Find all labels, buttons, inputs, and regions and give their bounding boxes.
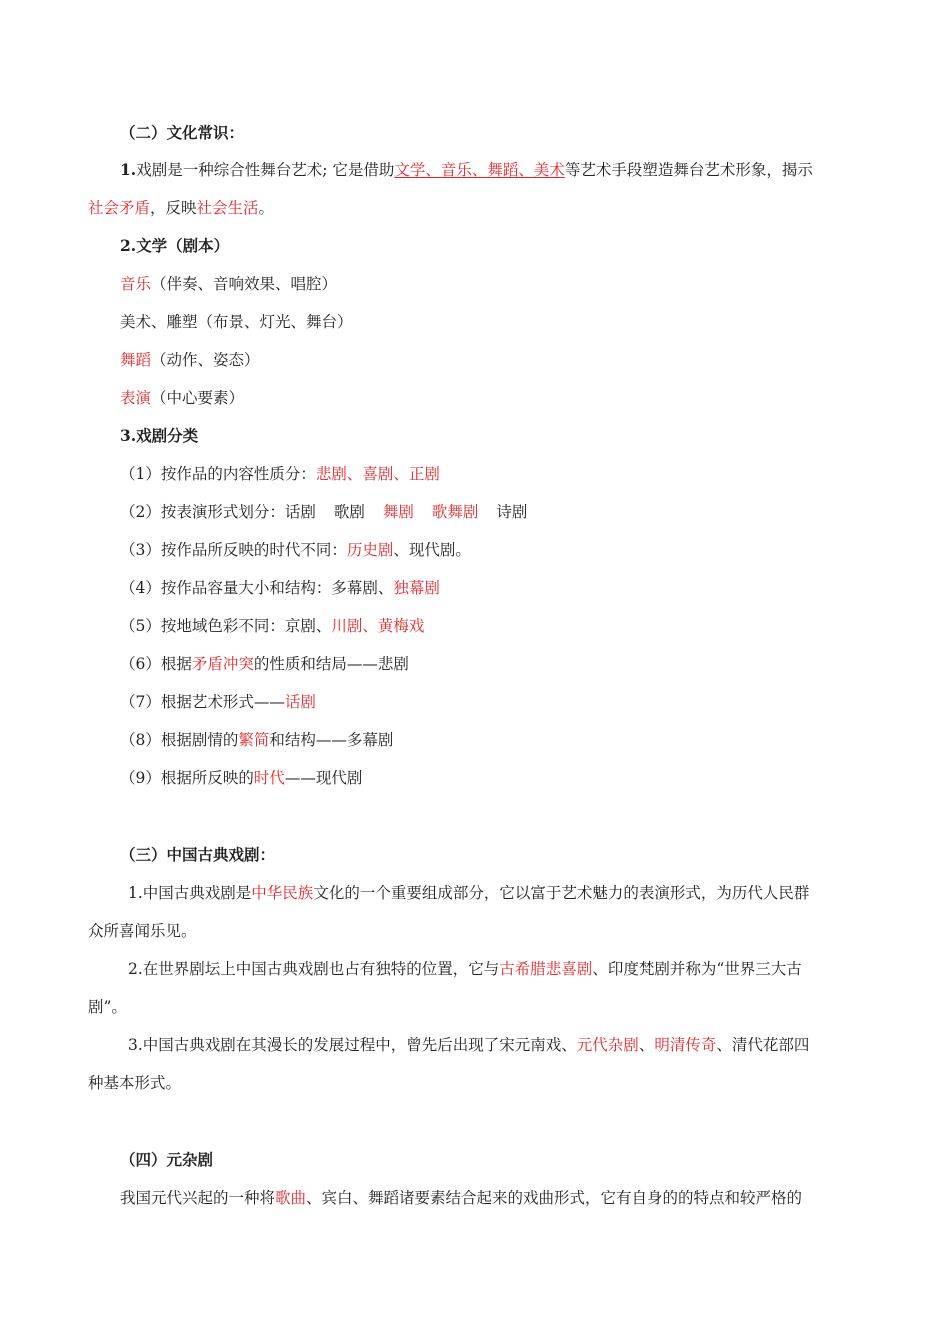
classification-item-8: [120, 729, 900, 751]
highlight: 话剧: [284, 693, 316, 711]
highlight-yuan-zaju: 元代杂剧: [576, 1036, 639, 1054]
paragraph-classical-1-line2: 众所喜闻乐见。: [88, 922, 197, 940]
highlight: 悲剧、喜剧、正剧: [315, 465, 440, 483]
text: 我国元代兴起的一种将: [120, 1189, 276, 1207]
text: 戏剧是一种综合性舞台艺术; 它是借助: [136, 161, 395, 179]
text: ——现代剧: [284, 769, 363, 787]
text: 。: [258, 199, 275, 217]
highlight: 历史剧: [346, 541, 394, 559]
text: （5）按地域色彩不同：京剧、: [120, 617, 332, 635]
classification-item-7: [120, 691, 900, 713]
text: 、宾白、舞蹈诸要素结合起来的戏曲形式，它有自身的的特点和较严格的: [306, 1189, 803, 1207]
classification-item-3: [120, 539, 900, 561]
highlight-social-conflict: 社会矛盾: [88, 199, 151, 217]
text: 的性质和结局——悲剧: [253, 655, 409, 673]
text: （2）按表演形式划分：话剧: [120, 503, 316, 521]
paragraph-classical-1-line1: [128, 882, 908, 904]
text: 1.中国古典戏剧是: [128, 884, 252, 902]
list-item-dance: [120, 349, 900, 371]
paragraph-drama-definition-line2: [88, 197, 868, 219]
section-heading-culture: （二）文化常识：: [120, 123, 245, 142]
highlight: 川剧、黄梅戏: [331, 617, 425, 635]
item-number: 1.: [120, 160, 137, 179]
paragraph-drama-definition-line1: [120, 159, 900, 181]
highlight: 舞剧: [382, 503, 414, 521]
text: （9）根据所反映的: [120, 769, 254, 787]
text: 、清代花部四: [716, 1036, 810, 1054]
section-heading-classical-drama: （三）中国古典戏剧：: [120, 845, 276, 864]
highlight: 矛盾冲突: [191, 655, 254, 673]
text: 3.中国古典戏剧在其漫长的发展过程中，曾先后出现了宋元南戏、: [128, 1036, 577, 1054]
section-heading-yuan-zaju: （四）元杂剧: [120, 1150, 214, 1169]
subheading-literature: 2.文学（剧本）: [120, 236, 230, 255]
paragraph-classical-3-line1: [128, 1034, 908, 1056]
classification-item-6: [120, 653, 900, 675]
classification-item-1: [120, 463, 900, 485]
text: 、印度梵剧并称为“世界三大古: [592, 960, 802, 978]
highlight-ming-qing-chuanqi: 明清传奇: [654, 1036, 717, 1054]
text: 和结构——多幕剧: [269, 731, 394, 749]
text: （动作、姿态）: [151, 351, 260, 369]
text: （中心要素）: [151, 389, 245, 407]
subheading-classification: 3.戏剧分类: [120, 426, 199, 445]
text: （1）按作品的内容性质分：: [120, 465, 316, 483]
highlight-greek-drama: 古希腊悲喜剧: [499, 960, 593, 978]
text: 歌剧: [333, 503, 365, 521]
classification-item-2: [120, 501, 900, 523]
paragraph-classical-2-line2: 剧”。: [88, 998, 127, 1016]
text: （7）根据艺术形式——: [120, 693, 285, 711]
text: （3）按作品所反映的时代不同：: [120, 541, 347, 559]
highlight-performance: 表演: [120, 389, 152, 407]
text: （8）根据剧情的: [120, 731, 239, 749]
text: 、现代剧。: [393, 541, 471, 559]
text: 诗剧: [496, 503, 528, 521]
paragraph-classical-2-line1: [128, 958, 908, 980]
text: 、: [638, 1036, 655, 1054]
paragraph-yuan-zaju-line1: [120, 1187, 900, 1209]
classification-item-9: [120, 767, 900, 789]
text: （伴奏、音响效果、唱腔）: [151, 275, 338, 293]
highlight: 歌舞剧: [431, 503, 479, 521]
text: 2.在世界剧坛上中国古典戏剧也占有独特的位置，它与: [128, 960, 500, 978]
list-item-arts: 美术、雕塑（布景、灯光、舞台）: [120, 313, 353, 331]
text: 等艺术手段塑造舞台艺术形象，揭示: [564, 161, 813, 179]
list-item-performance: [120, 387, 900, 409]
highlight: 时代: [253, 769, 285, 787]
highlight-art-means: 文学、音乐、舞蹈、美术: [394, 161, 565, 179]
highlight: 繁简: [238, 731, 270, 749]
text: （6）根据: [120, 655, 192, 673]
paragraph-classical-3-line2: 种基本形式。: [88, 1074, 182, 1092]
highlight: 独幕剧: [393, 579, 440, 597]
classification-item-4: [120, 577, 900, 599]
text: 文化的一个重要组成部分，它以富于艺术魅力的表演形式，为历代人民群: [313, 884, 810, 902]
text: ，反映: [150, 199, 197, 217]
highlight-songs: 歌曲: [275, 1189, 307, 1207]
highlight-chinese-nation: 中华民族: [251, 884, 314, 902]
list-item-music: [120, 273, 900, 295]
highlight-dance: 舞蹈: [120, 351, 152, 369]
text: （4）按作品容量大小和结构：多幕剧、: [120, 579, 394, 597]
classification-item-5: [120, 615, 900, 637]
highlight-music: 音乐: [120, 275, 152, 293]
highlight-social-life: 社会生活: [196, 199, 259, 217]
